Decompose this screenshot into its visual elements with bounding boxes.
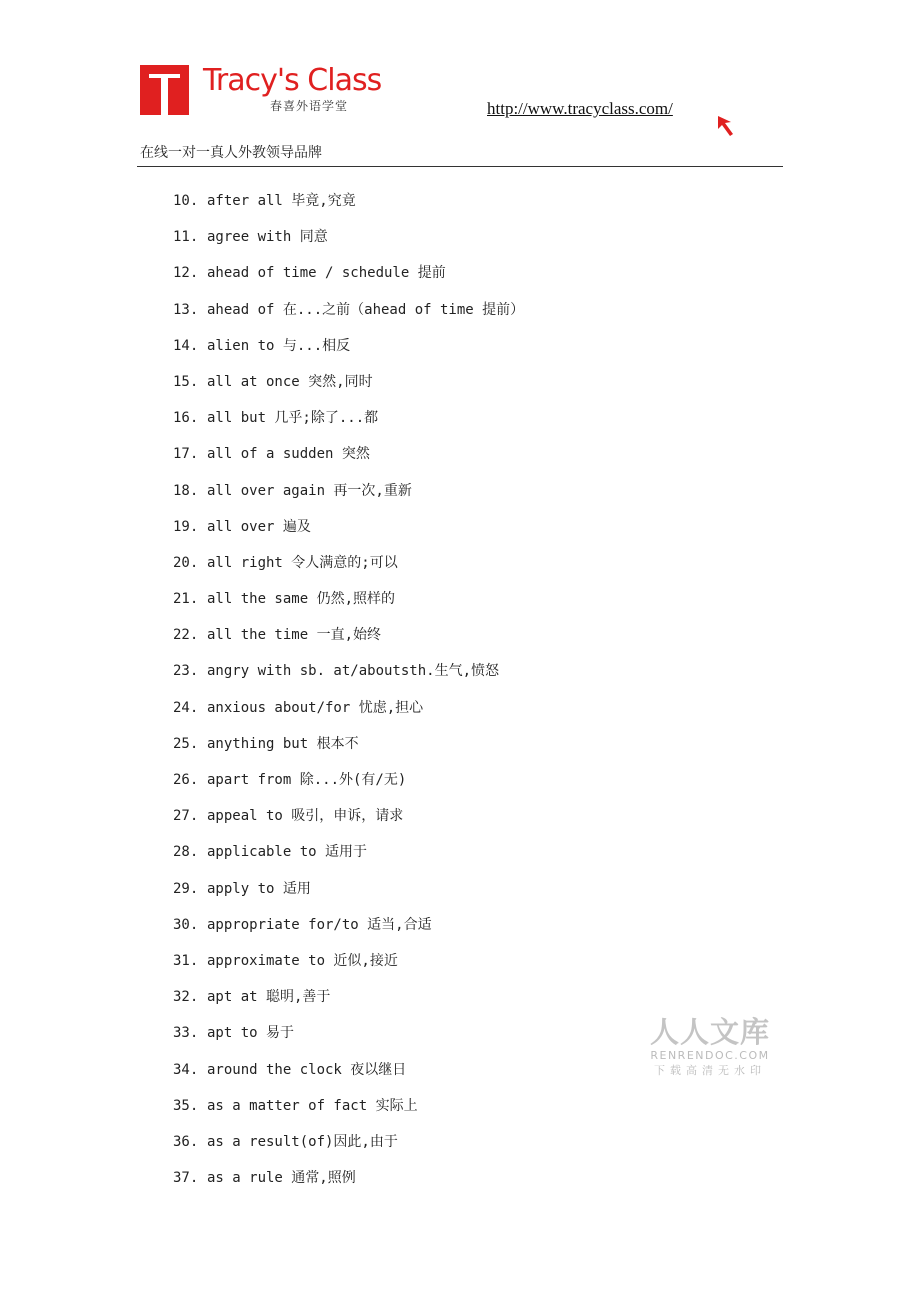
item-text: all of a sudden 突然 xyxy=(207,446,370,463)
item-number: 15. xyxy=(173,373,199,390)
page-header xyxy=(0,0,920,170)
item-number: 21. xyxy=(173,591,199,608)
item-number: 27. xyxy=(173,808,199,825)
item-number: 26. xyxy=(173,772,199,788)
list-item xyxy=(173,219,524,255)
item-number: 16. xyxy=(173,410,199,427)
list-item xyxy=(173,328,524,364)
item-number: 35. xyxy=(173,1097,199,1114)
item-text: all over 遍及 xyxy=(207,518,311,535)
brand-subtitle: 春喜外语学堂 xyxy=(270,99,349,113)
item-text: ahead of 在...之前（ahead of time 提前） xyxy=(207,301,525,318)
item-text: as a matter of fact 实际上 xyxy=(207,1097,418,1114)
item-number: 10. xyxy=(173,193,199,209)
list-item xyxy=(173,545,524,581)
list-item xyxy=(173,762,524,798)
item-text: approximate to 近似,接近 xyxy=(207,952,398,969)
list-item xyxy=(173,473,524,509)
item-number: 30. xyxy=(173,916,199,933)
item-text: all the same 仍然,照样的 xyxy=(207,591,396,608)
item-text: appeal to 吸引，申诉，请求 xyxy=(207,808,404,825)
list-item xyxy=(173,1015,524,1051)
list-item xyxy=(173,871,524,907)
list-item xyxy=(173,255,524,291)
list-item xyxy=(173,1124,524,1160)
item-number: 20. xyxy=(173,554,199,571)
list-item xyxy=(173,979,524,1015)
item-text: apply to 适用 xyxy=(207,880,311,897)
item-number: 23. xyxy=(173,663,199,680)
list-item xyxy=(173,400,524,436)
item-text: as a result(of)因此,由于 xyxy=(207,1133,398,1150)
item-number: 18. xyxy=(173,482,199,499)
item-text: apart from 除...外(有/无) xyxy=(207,772,407,788)
watermark xyxy=(646,1015,774,1078)
list-item xyxy=(173,364,524,400)
item-text: all at once 突然,同时 xyxy=(207,373,373,390)
item-text: apt to 易于 xyxy=(207,1025,295,1042)
item-text: anything but 根本不 xyxy=(207,735,359,752)
item-text: anxious about/for 忧虑,担心 xyxy=(207,699,424,716)
list-item xyxy=(173,581,524,617)
item-number: 12. xyxy=(173,265,199,282)
watermark-slogan: 下载高清无水印 xyxy=(654,1064,766,1077)
item-number: 17. xyxy=(173,446,199,463)
tracys-class-logo-icon xyxy=(140,65,189,115)
item-number: 32. xyxy=(173,989,199,1006)
item-text: around the clock 夜以继日 xyxy=(207,1061,407,1078)
item-number: 34. xyxy=(173,1061,199,1078)
item-text: appropriate for/to 适当,合适 xyxy=(207,916,432,933)
watermark-title: 人人文库 xyxy=(649,1015,770,1049)
item-number: 28. xyxy=(173,844,199,861)
item-number: 22. xyxy=(173,627,199,644)
item-text: as a rule 通常,照例 xyxy=(207,1170,356,1187)
list-item xyxy=(173,798,524,834)
list-item xyxy=(173,509,524,545)
item-text: applicable to 适用于 xyxy=(207,844,368,861)
item-number: 13. xyxy=(173,301,199,318)
item-number: 11. xyxy=(173,229,199,246)
item-number: 37. xyxy=(173,1170,199,1187)
item-text: apt at 聪明,善于 xyxy=(207,989,331,1006)
item-number: 33. xyxy=(173,1025,199,1042)
list-item xyxy=(173,617,524,653)
item-text: all but 几乎;除了...都 xyxy=(207,410,379,427)
item-number: 29. xyxy=(173,880,199,897)
item-number: 24. xyxy=(173,699,199,716)
item-number: 19. xyxy=(173,518,199,535)
list-item xyxy=(173,292,524,328)
list-item xyxy=(173,653,524,689)
item-text: after all 毕竟,究竟 xyxy=(207,193,356,209)
list-item xyxy=(173,1088,524,1124)
list-item xyxy=(173,943,524,979)
item-number: 25. xyxy=(173,735,199,752)
list-item xyxy=(173,690,524,726)
header-divider xyxy=(137,166,783,167)
item-text: alien to 与...相反 xyxy=(207,337,351,354)
list-item xyxy=(173,183,524,219)
item-text: all over again 再一次,重新 xyxy=(207,482,412,499)
brand-name: Tracy's Class xyxy=(203,63,382,98)
tagline: 在线一对一真人外教领导品牌 xyxy=(140,145,322,161)
phrase-list xyxy=(173,183,524,1196)
watermark-domain: RENRENDOC.COM xyxy=(650,1049,770,1062)
red-cursor-arrow-icon xyxy=(716,114,738,138)
item-text: agree with 同意 xyxy=(207,229,328,246)
list-item xyxy=(173,726,524,762)
item-number: 31. xyxy=(173,952,199,969)
list-item xyxy=(173,834,524,870)
item-text: all the time 一直,始终 xyxy=(207,627,382,644)
list-item xyxy=(173,1160,524,1196)
list-item xyxy=(173,907,524,943)
list-item xyxy=(173,1052,524,1088)
list-item xyxy=(173,436,524,472)
item-text: ahead of time / schedule 提前 xyxy=(207,265,446,282)
website-link[interactable]: http://www.tracyclass.com/ xyxy=(487,99,673,118)
item-text: all right 令人满意的;可以 xyxy=(207,554,398,571)
item-number: 36. xyxy=(173,1133,199,1150)
item-text: angry with sb. at/aboutsth.生气,愤怒 xyxy=(207,663,500,680)
item-number: 14. xyxy=(173,337,199,354)
